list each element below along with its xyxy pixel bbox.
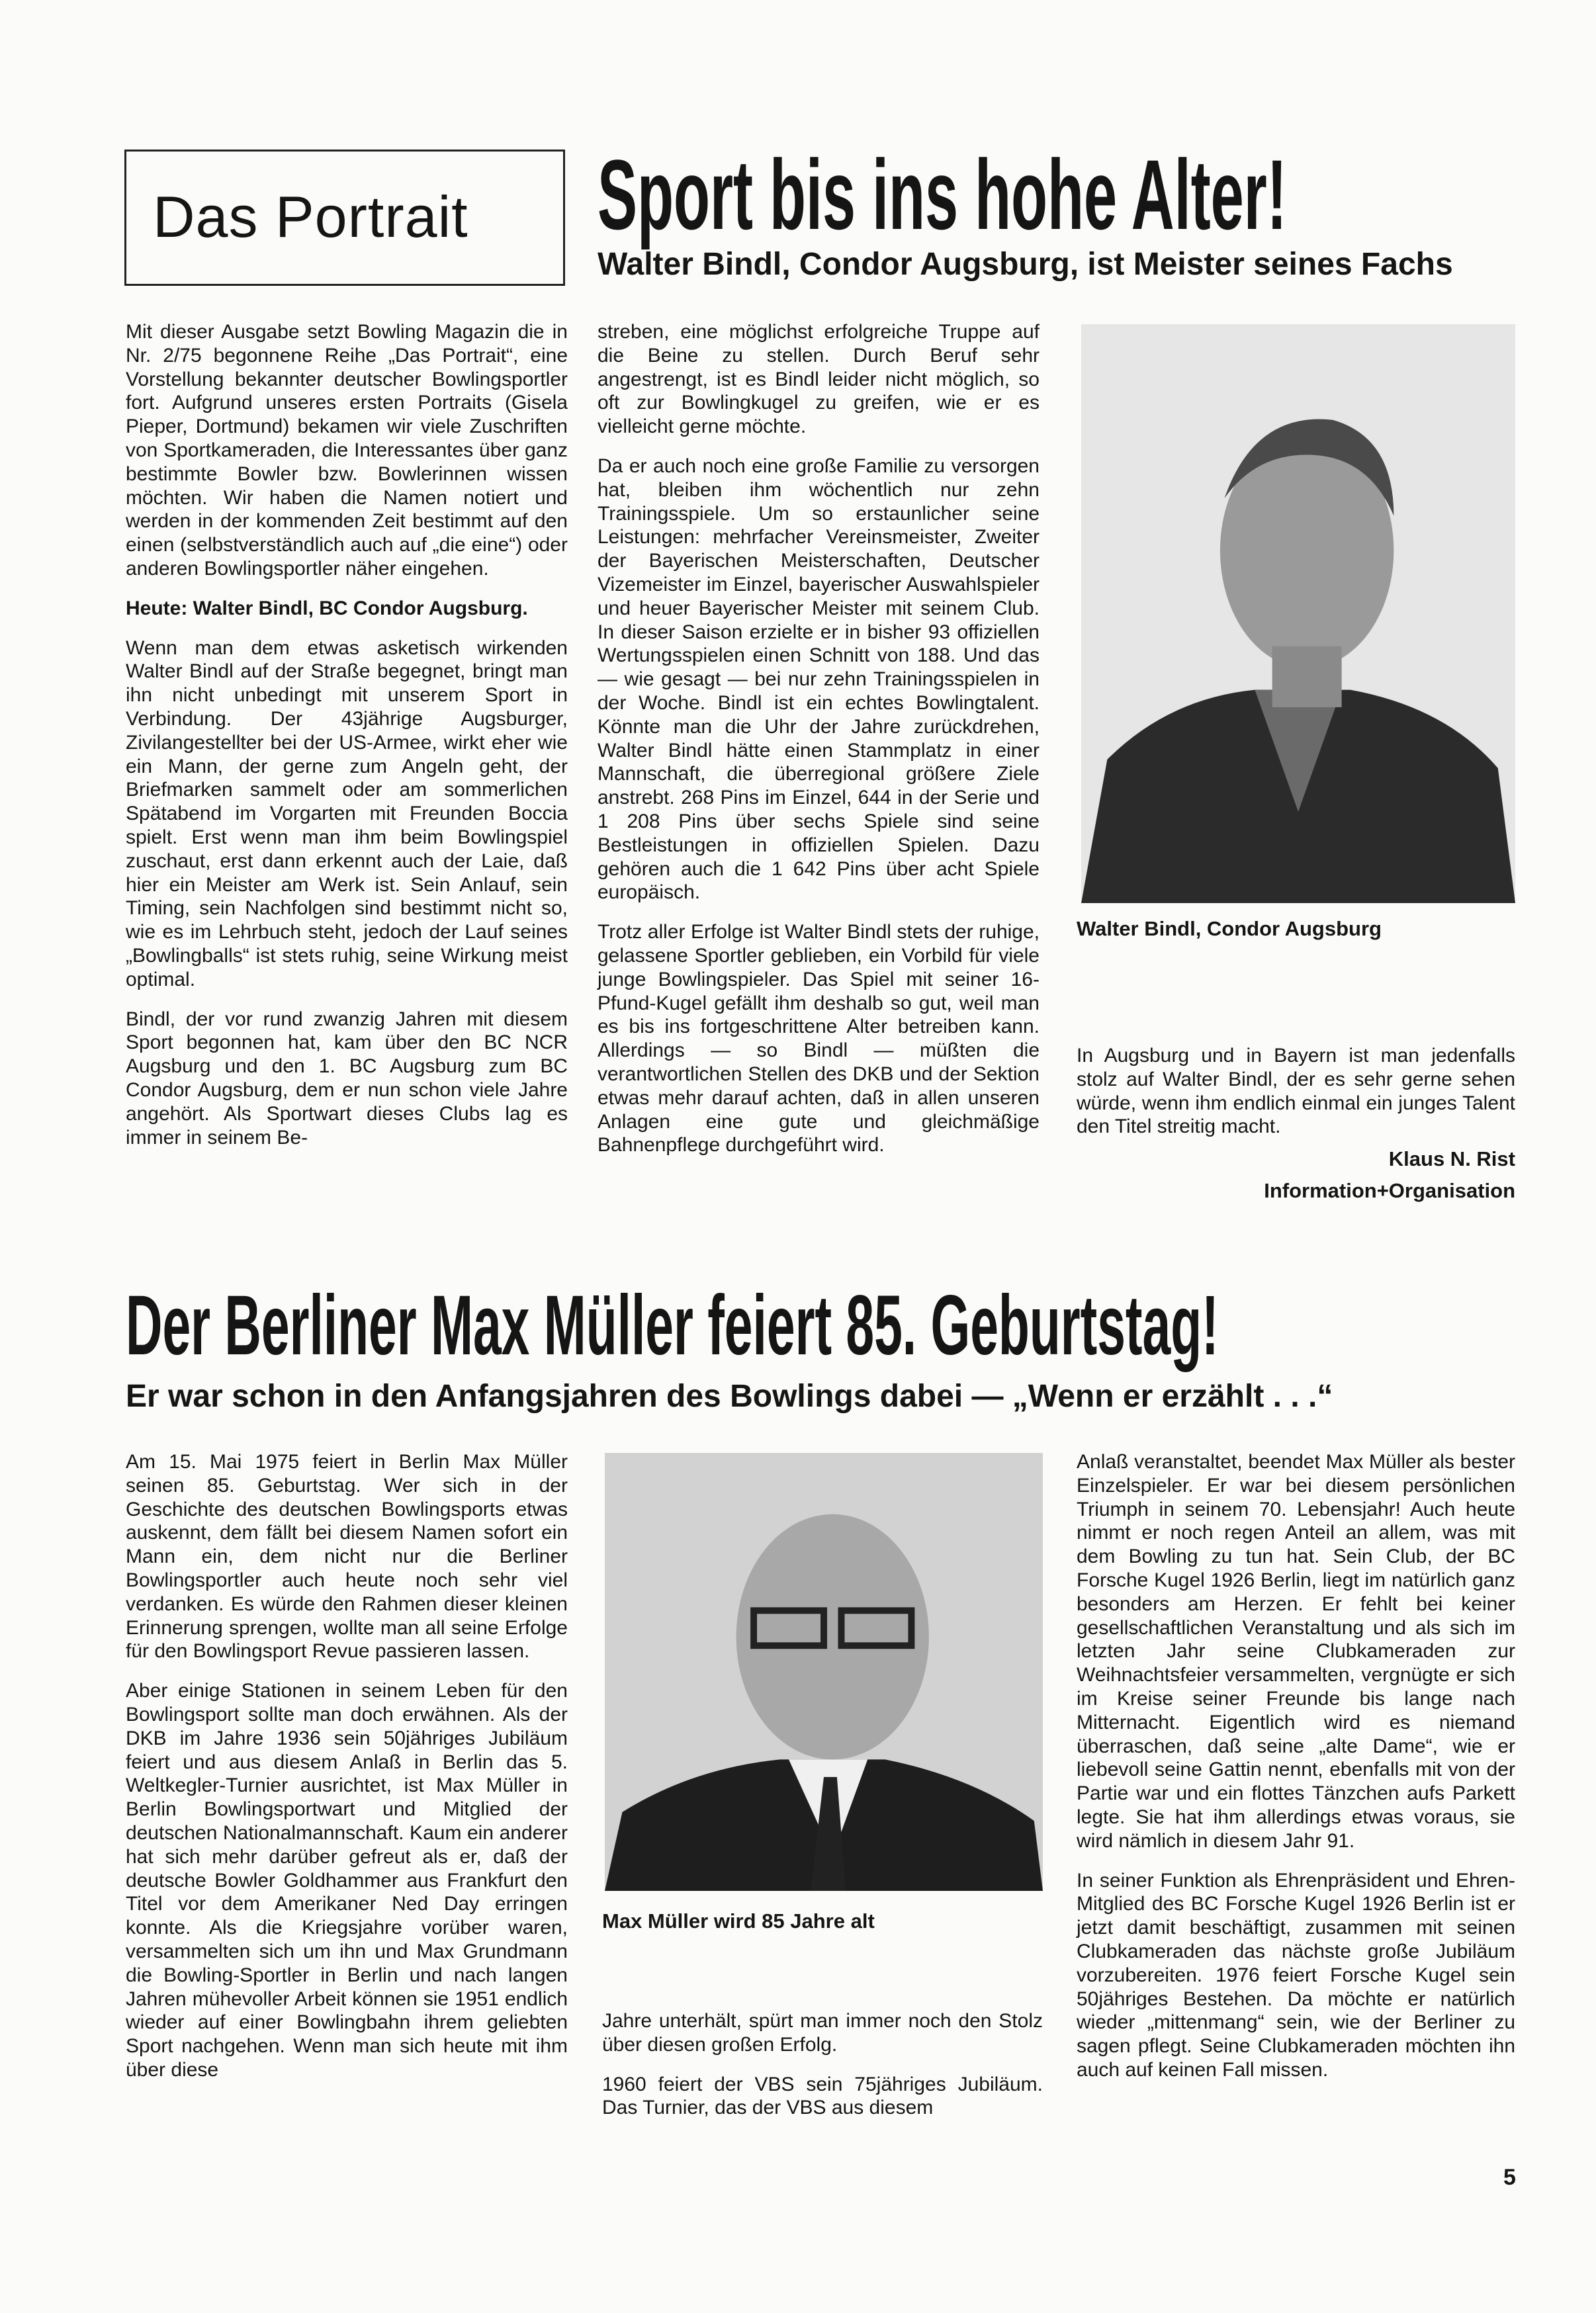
paragraph: In Augsburg und in Bayern ist man jedenfalls stolz auf Walter Bindl, der es sehr gerne sehen würde, wenn ihm endlich einmal ein junges Talent den Titel streitig macht. — [1077, 1045, 1515, 1138]
paragraph: Trotz aller Erfolge ist Walter Bindl stets der ruhige, gelassene Sportler geblieben, ein Vorbild für viele junge Bowlingspieler. Das Spiel mit seiner 16-Pfund-Kugel gefällt ihm deshalb so gut, weil man es bis ins fortgeschrittene Alter betreiben kann. Allerdings — so Bindl — müßten die verantwortlichen Stellen des DKB und der Sektion etwas mehr darauf achten, daß in allen unseren Anlagen eine gute und gleichmäßige Bahnenpflege durchgeführt wird. — [598, 921, 1040, 1156]
article2-column-1 — [126, 1450, 568, 2098]
article2-subheadline: Er war schon in den Anfangsjahren des Bowlings dabei — „Wenn er erzählt . . .“ — [126, 1379, 1333, 1414]
section-label: Das Portrait — [153, 184, 468, 249]
max-mueller-photo-caption: Max Müller wird 85 Jahre alt — [602, 1909, 875, 1933]
page-number: 5 — [1503, 2165, 1516, 2190]
article1-column-3 — [1077, 1044, 1515, 1155]
paragraph-lead: Heute: Walter Bindl, BC Condor Augsburg. — [126, 597, 528, 619]
article1-column-2 — [598, 320, 1040, 1173]
article1-column-1 — [126, 320, 568, 1165]
paragraph: Anlaß veranstaltet, beendet Max Müller als bester Einzelspieler. Er war bei diesem persönlichen Triumph in seinem 70. Lebensjahr! Auch heute nimmt er noch regen Anteil an allem, was mit dem Bowling zu tun hat. Sein Club, der BC Forsche Kugel 1926 Berlin, liegt im natürlich ganz besonders am Herzen. Er fehlt bei keiner gesellschaftlichen Veranstaltung und als sich im letzten Jahr seine Clubkameraden zur Weihnachtsfeier versammelten, vergnügte er sich im Kreise seiner Freunde bis lange nach Mitternacht. Eigentlich wird es niemand überraschen, daß seine „alte Dame“, wie er liebevoll seine Gattin nennt, ebenfalls mit von der Partie war und ein flottes Tänzchen aufs Parkett legte. Sie hat ihm allerdings etwas voraus, sie wird nämlich in diesem Jahr 91. — [1077, 1451, 1515, 1852]
article2-column-2 — [602, 2009, 1043, 2136]
article2-headline: Der Berliner Max Müller feiert 85. Geburtstag! — [126, 1278, 1219, 1373]
author-organisation: Information+Organisation — [1264, 1179, 1515, 1202]
paragraph: Bindl, der vor rund zwanzig Jahren mit diesem Sport begonnen hat, kam über den BC NCR Augsburg und den 1. BC Augsburg zum BC Condor Augsburg, dem er nun schon viele Jahre angehört. Als Sportwart dieses Clubs lag es immer in seinem Be- — [126, 1008, 568, 1149]
author-name: Klaus N. Rist — [1388, 1147, 1515, 1170]
max-mueller-photo — [605, 1453, 1043, 1891]
paragraph: Mit dieser Ausgabe setzt Bowling Magazin die in Nr. 2/75 begonnene Reihe „Das Portrait“, eine Vorstellung bekannter deutscher Bowlingsportler fort. Aufgrund unseres ersten Portraits (Gisela Pieper, Dortmund) bekamen wir viele Zuschriften von Sportkameraden, die Interessantes über ganz bestimmte Bowler bzw. Bowlerinnen wissen möchten. Wir haben die Namen notiert und werden in der kommenden Zeit bestimmt auf den einen (selbstverständlich auch auf „die eine“) oder anderen Bowlingsportler näher eingehen. — [126, 321, 568, 580]
walter-bindl-photo — [1081, 324, 1515, 903]
paragraph: streben, eine möglichst erfolgreiche Truppe auf die Beine zu stellen. Durch Beruf sehr angestrengt, ist es Bindl leider nicht möglich, so oft zur Bowlingkugel zu greifen, wie er es vielleicht gerne möchte. — [598, 321, 1040, 438]
paragraph: 1960 feiert der VBS sein 75jähriges Jubiläum. Das Turnier, das der VBS aus diesem — [602, 2073, 1043, 2119]
article1-subheadline: Walter Bindl, Condor Augsburg, ist Meister seines Fachs — [598, 247, 1453, 282]
paragraph: In seiner Funktion als Ehrenpräsident und Ehren-Mitglied des BC Forsche Kugel 1926 Berlin ist er jetzt damit beschäftigt, zusammen mit seinen Clubkameraden das nächste große Jubiläum vorzubereiten. 1976 feiert Forsche Kugel sein 50jähriges Bestehen. Da möchte er natürlich wieder „mittenmang“ sein, wie der Berliner zu sagen pflegt. Seine Clubkameraden möchten ihn auch auf keinen Fall missen. — [1077, 1869, 1515, 2081]
paragraph: Wenn man dem etwas asketisch wirkenden Walter Bindl auf der Straße begegnet, bringt man ihn nicht unbedingt mit unserem Sport in Verbindung. Der 43jährige Augsburger, Zivilangestellter bei der US-Armee, wirkt eher wie ein Mann, der gerne zum Angeln geht, der Briefmarken sammelt oder am sommerlichen Spätabend im Vorgarten mit Freunden Boccia spielt. Erst wenn man ihm beim Bowlingspiel zuschaut, erst dann erkennt auch der Laie, daß hier ein Meister am Werk ist. Sein Anlauf, sein Timing, sein Nachfolgen sind bestimmt nicht so, wie es im Lehrbuch steht, jedoch der Lauf seines „Bowlingballs“ ist stets ruhig, seine Wirkung meist optimal. — [126, 636, 568, 990]
paragraph: Jahre unterhält, spürt man immer noch den Stolz über diesen großen Erfolg. — [602, 2010, 1043, 2056]
article2-column-3 — [1077, 1450, 1515, 2098]
walter-bindl-photo-caption: Walter Bindl, Condor Augsburg — [1077, 917, 1382, 940]
paragraph: Da er auch noch eine große Familie zu versorgen hat, bleiben ihm wöchentlich nur zehn Trainingsspiele. Um so erstaunlicher seine Leistungen: mehrfacher Vereinsmeister, Zweiter der Bayerischen Meisterschaften, Deutscher Vizemeister im Einzel, bayerischer Auswahlspieler und heuer Bayerischer Meister mit seinem Club. In dieser Saison erzielte er in bisher 93 offiziellen Wertungsspielen einen Schnitt von 188. Und das — wie gesagt — bei nur zehn Trainingsspielen in der Woche. Bindl ist ein echtes Bowlingtalent. Könnte man die Uhr der Jahre zurückdrehen, Walter Bindl hätte einen Stammplatz in einer Mannschaft, die überregional größere Ziele anstrebt. 268 Pins im Einzel, 644 in der Serie und 1 208 Pins über sechs Spiele sind seine Bestleistungen in offiziellen Spielen. Dazu gehören auch die 1 642 Pins über acht Spiele europäisch. — [598, 455, 1040, 904]
paragraph: Am 15. Mai 1975 feiert in Berlin Max Müller seinen 85. Geburtstag. Wer sich in der Geschichte des deutschen Bowlingsports etwas auskennt, dem fällt bei diesem Namen sofort ein Mann ein, dem nicht nur die Berliner Bowlingsportler auch heute noch sehr viel verdanken. Es würde den Rahmen dieser kleinen Erinnerung sprengen, wollte man all seine Erfolge für den Bowlingsport Revue passieren lassen. — [126, 1451, 568, 1663]
paragraph: Aber einige Stationen in seinem Leben für den Bowlingsport sollte man doch erwähnen. Als der DKB im Jahre 1936 sein 50jähriges Jubiläum feiert und aus diesem Anlaß in Berlin das 5. Weltkegler-Turnier ausrichtet, ist Max Müller in Berlin Bowlingsportwart und Mitglied der deutschen Nationalmannschaft. Kaum ein anderer hat sich mehr darüber gefreut als er, daß der deutsche Bowler Goldhammer aus Frankfurt den Titel vor dem Amerikaner Ned Day erringen konnte. Als die Kriegsjahre vorüber waren, versammelten sich um ihn und Max Grundmann die Bowling-Sportler in Berlin und nach langen Jahren mühevoller Arbeit können sie 1951 endlich wieder auf einer Bowlingbahn ihrem geliebten Sport nachgehen. Wenn man sich heute mit ihm über diese — [126, 1680, 568, 2081]
section-label-box — [124, 150, 565, 286]
article1-headline: Sport bis ins hohe Alter! — [598, 139, 1287, 250]
